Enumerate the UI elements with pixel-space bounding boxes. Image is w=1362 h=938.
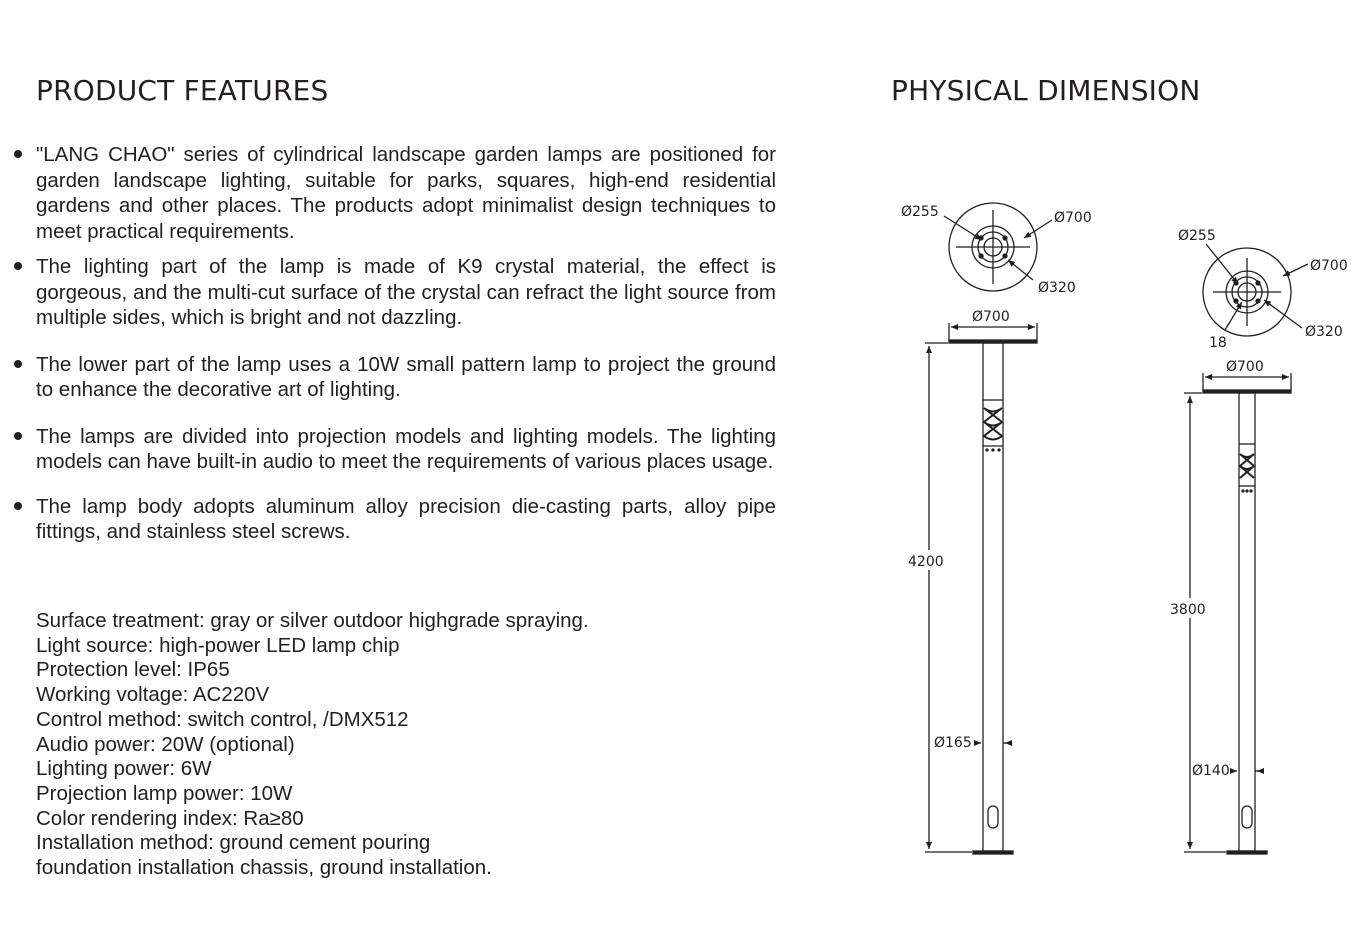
lamp-a-top-d700-label: Ø700	[1054, 210, 1092, 226]
product-features-heading: PRODUCT FEATURES	[36, 74, 329, 107]
spec-installation-method: Installation method: ground cement pouring	[36, 831, 431, 855]
lamp-b-pole-d-label: Ø140	[1192, 763, 1230, 779]
lamp-b-top-view	[1203, 244, 1308, 336]
lamp-b-height-label: 3800	[1170, 602, 1206, 618]
lamp-a-top-view	[944, 203, 1052, 291]
feature-item-projection: The lower part of the lamp uses a 10W small pattern lamp to project the ground to enhance the decorative art of lighting.	[36, 352, 776, 401]
lamp-b-drawing	[1168, 228, 1348, 854]
spec-list	[36, 609, 589, 881]
feature-item-crystal: The lighting part of the lamp is made of K9 crystal material, the effect is gorgeous, and the multi-cut surface of the crystal can refract the light source from multiple sides, which is bright and not dazzling.	[36, 255, 776, 329]
lamp-a-top-d255-label: Ø255	[901, 204, 939, 220]
spec-protection-level: Protection level: IP65	[36, 658, 230, 682]
feature-list	[36, 142, 776, 545]
dimension-drawing	[880, 180, 1360, 880]
spec-projection-lamp-power: Projection lamp power: 10W	[36, 781, 293, 805]
lamp-a-width-label: Ø700	[972, 309, 1010, 325]
feature-item-materials: The lamp body adopts aluminum alloy precision die-casting parts, alloy pipe fittings, and stainless steel screws.	[36, 494, 776, 543]
lamp-a-height-label: 4200	[908, 554, 944, 570]
lamp-a-top-d320-label: Ø320	[1038, 280, 1076, 296]
spec-color-rendering-index: Color rendering index: Ra≥80	[36, 806, 304, 830]
spec-lighting-power: Lighting power: 6W	[36, 757, 212, 781]
lamp-a-side-view	[949, 340, 1037, 854]
lamp-b-side-view	[1203, 390, 1291, 854]
lamp-b-top-d320-label: Ø320	[1305, 324, 1343, 340]
spec-audio-power: Audio power: 20W (optional)	[36, 732, 295, 756]
spec-surface-treatment: Surface treatment: gray or silver outdoor highgrade spraying.	[36, 609, 589, 632]
lamp-a-drawing	[901, 203, 1092, 854]
lamp-b-top-18-label: 18	[1209, 335, 1227, 351]
spec-light-source: Light source: high-power LED lamp chip	[36, 633, 400, 657]
lamp-a-pole-d-label: Ø165	[934, 735, 972, 751]
lamp-b-top-d700-label: Ø700	[1310, 258, 1348, 274]
spec-installation-foundation: foundation installation chassis, ground installation.	[36, 856, 492, 880]
feature-item-models: The lamps are divided into projection models and lighting models. The lighting models can have built-in audio to meet the requirements of various places usage.	[36, 424, 776, 473]
feature-item-series: "LANG CHAO" series of cylindrical landscape garden lamps are positioned for garden landscape lighting, suitable for parks, squares, high-end residential gardens and other places. The products adopt minimalist design techniques to meet practical requirements.	[36, 143, 776, 243]
lamp-b-width-label: Ø700	[1226, 359, 1264, 375]
lamp-b-top-d255-label: Ø255	[1178, 228, 1216, 244]
physical-dimension-heading: PHYSICAL DIMENSION	[891, 74, 1201, 107]
spec-working-voltage: Working voltage: AC220V	[36, 683, 270, 707]
spec-control-method: Control method: switch control, /DMX512	[36, 707, 409, 731]
